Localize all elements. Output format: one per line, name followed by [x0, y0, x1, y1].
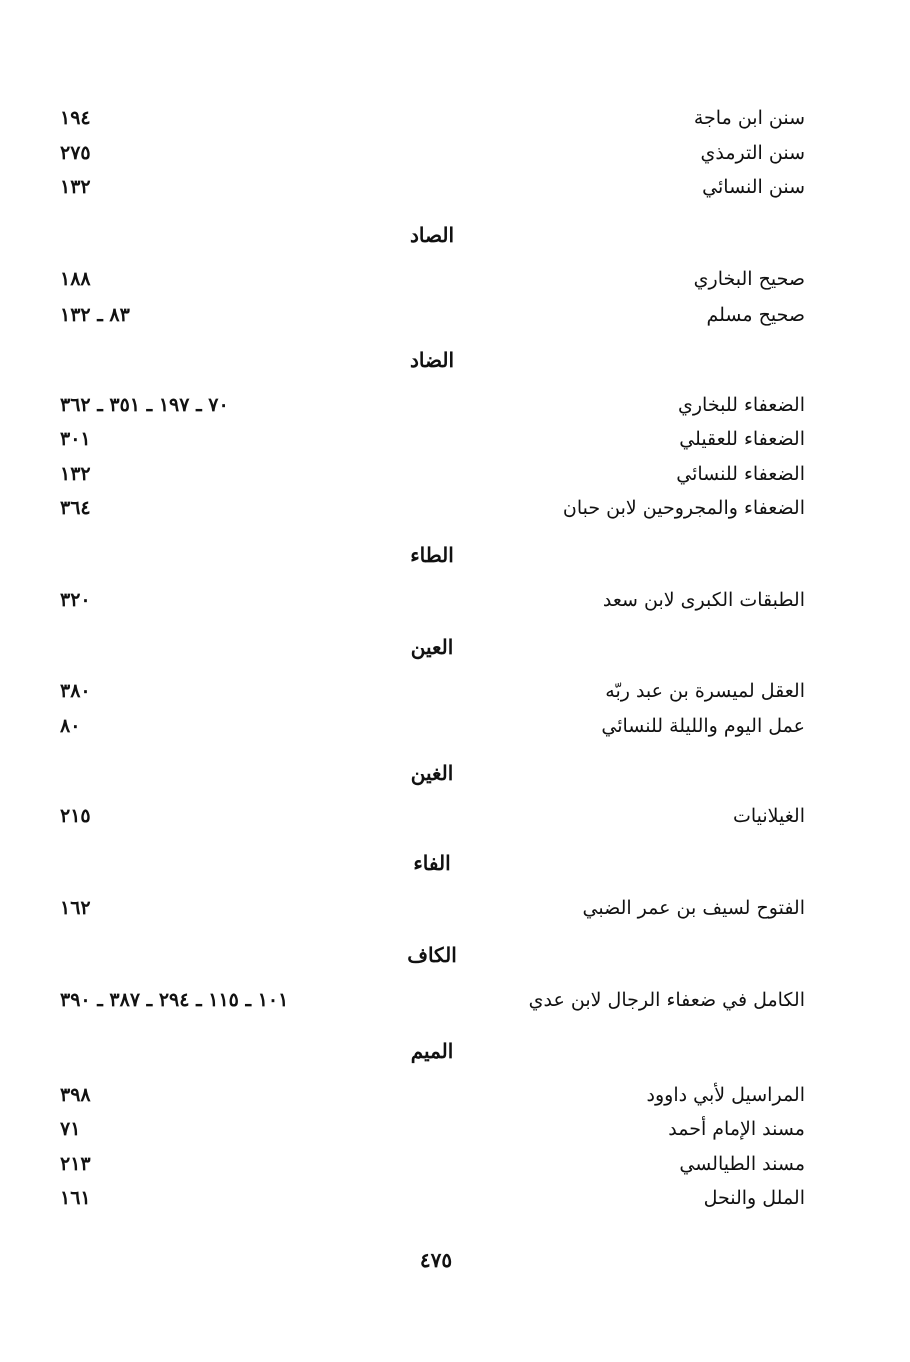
entry-title: مسند الإمام أحمد [668, 1118, 805, 1140]
entry-title: الضعفاء للبخاري [678, 394, 805, 416]
section-heading-label: العين [410, 635, 454, 659]
index-entry [60, 585, 805, 615]
section-heading [0, 1036, 910, 1066]
index-entry [60, 985, 805, 1015]
entry-title: مسند الطيالسي [679, 1153, 805, 1175]
index-entry [60, 300, 805, 330]
entry-title: الفتوح لسيف بن عمر الضبي [582, 897, 805, 919]
section-heading [0, 220, 910, 250]
index-entry [60, 893, 805, 923]
index-entry [60, 390, 805, 420]
section-heading-label: الضاد [410, 348, 454, 372]
section-heading [0, 345, 910, 375]
entry-page-numbers: ٨٣ ـ ١٣٢ [60, 304, 130, 326]
entry-page-numbers: ٢١٥ [60, 805, 91, 827]
entry-page-numbers: ٣٩٨ [60, 1084, 91, 1106]
section-heading [0, 848, 910, 878]
index-entry [60, 493, 805, 523]
index-entry [60, 103, 805, 133]
entry-title: الضعفاء للنسائي [676, 463, 805, 485]
entry-title: سنن النسائي [702, 176, 805, 198]
entry-page-numbers: ٧١ [60, 1118, 81, 1140]
index-entry [60, 172, 805, 202]
index-entry [60, 459, 805, 489]
entry-page-numbers: ١٣٢ [60, 463, 91, 485]
entry-page-numbers: ١٦٢ [60, 897, 91, 919]
section-heading-label: الطاء [410, 543, 454, 567]
index-entry [60, 264, 805, 294]
index-entry [60, 801, 805, 831]
index-entry [60, 138, 805, 168]
section-heading-label: الصاد [410, 223, 454, 247]
page-number-label: ٤٧٥ [419, 1248, 453, 1272]
entry-page-numbers: ١٣٢ [60, 176, 91, 198]
section-heading-label: الغين [410, 761, 454, 785]
entry-page-numbers: ٣٢٠ [60, 589, 91, 611]
section-heading-label: الميم [410, 1039, 454, 1063]
entry-title: صحيح البخاري [693, 268, 805, 290]
index-entry [60, 676, 805, 706]
entry-page-numbers: ٢١٣ [60, 1153, 91, 1175]
section-heading [0, 758, 910, 788]
entry-title: سنن ابن ماجة [693, 107, 805, 129]
index-entry [60, 1080, 805, 1110]
entry-page-numbers: ٨٠ [60, 715, 81, 737]
section-heading-label: الفاء [413, 851, 451, 875]
entry-title: عمل اليوم والليلة للنسائي [601, 715, 805, 737]
section-heading-label: الكاف [407, 943, 457, 967]
section-heading [0, 540, 910, 570]
entry-title: سنن الترمذي [700, 142, 805, 164]
index-entry [60, 424, 805, 454]
entry-page-numbers: ١٨٨ [60, 268, 91, 290]
entry-page-numbers: ٢٧٥ [60, 142, 91, 164]
entry-page-numbers: ١٩٤ [60, 107, 91, 129]
entry-page-numbers: ٣٠١ [60, 428, 91, 450]
entry-page-numbers: ١٦١ [60, 1187, 91, 1209]
entry-title: الطبقات الكبرى لابن سعد [602, 589, 805, 611]
entry-title: المراسيل لأبي داوود [646, 1084, 805, 1106]
entry-title: الملل والنحل [703, 1187, 805, 1209]
entry-page-numbers: ٧٠ ـ ١٩٧ ـ ٣٥١ ـ ٣٦٢ [60, 394, 229, 416]
entry-title: الكامل في ضعفاء الرجال لابن عدي [528, 989, 805, 1011]
entry-page-numbers: ١٠١ ـ ١١٥ ـ ٢٩٤ ـ ٣٨٧ ـ ٣٩٠ [60, 989, 289, 1011]
entry-title: الضعفاء للعقيلي [679, 428, 805, 450]
entry-title: الضعفاء والمجروحين لابن حبان [562, 497, 805, 519]
index-entry [60, 1183, 805, 1213]
section-heading [0, 940, 910, 970]
entry-page-numbers: ٣٦٤ [60, 497, 91, 519]
entry-title: الغيلانيات [732, 805, 805, 827]
entry-title: العقل لميسرة بن عبد ربّه [605, 680, 805, 702]
index-entry [60, 1114, 805, 1144]
index-entry [60, 711, 805, 741]
page-number [0, 1245, 910, 1275]
index-entry [60, 1149, 805, 1179]
section-heading [0, 632, 910, 662]
entry-page-numbers: ٣٨٠ [60, 680, 91, 702]
entry-title: صحيح مسلم [706, 304, 805, 326]
